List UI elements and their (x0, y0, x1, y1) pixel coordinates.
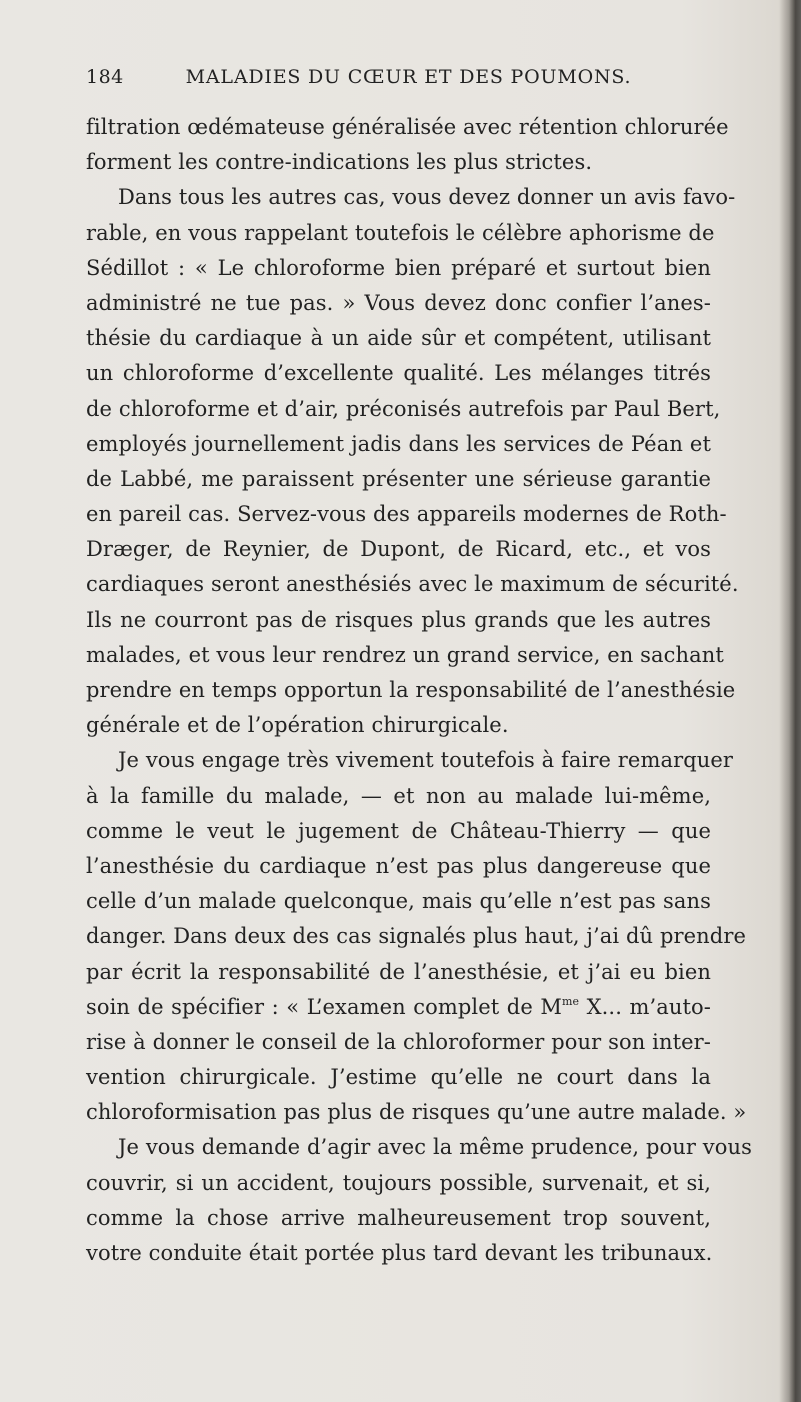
page-number: 184 (86, 66, 124, 88)
running-header (86, 66, 711, 96)
text-line: à la famille du malade, — et non au malade lui-même, (86, 783, 711, 808)
page-edge-shadow (779, 0, 801, 1402)
text-line: Sédillot : « Le chloroforme bien préparé et surtout bien (86, 255, 711, 280)
text-line: filtration œdémateuse généralisée avec rétention chlorurée (86, 115, 729, 139)
text-line: générale et de l’opération chirurgicale. (86, 713, 509, 738)
body-text (86, 110, 752, 1271)
text-line: malades, et vous leur rendrez un grand service, en sachant (86, 642, 724, 667)
running-title: MALADIES DU CŒUR ET DES POUMONS. (185, 66, 632, 88)
text-line: Je vous engage très vivement toutefois à faire remarquer (118, 748, 734, 773)
text-line: cardiaques seront anesthésiés avec le maximum de sécurité. (86, 572, 739, 597)
text-line: comme la chose arrive malheureusement trop souvent, (86, 1205, 711, 1230)
text-line: de chloroforme et d’air, préconisés autrefois par Paul Bert, (86, 396, 721, 421)
text-line: chloroformisation pas plus de risques qu’une autre malade. » (86, 1100, 747, 1125)
text-line: Dræger, de Reynier, de Dupont, de Ricard, etc., et vos (86, 537, 711, 562)
text-line: votre conduite était portée plus tard devant les tribunaux. (86, 1241, 713, 1265)
text-line: prendre en temps opportun la responsabilité de l’anesthésie (86, 678, 736, 702)
text-line-with-superscript (86, 990, 711, 1025)
text-line: Dans tous les autres cas, vous devez donner un avis favo- (118, 185, 736, 210)
text-line: Je vous demande d’agir avec la même prudence, pour vous (118, 1135, 752, 1160)
text-line: administré ne tue pas. » Vous devez donc confier l’anes- (86, 290, 711, 315)
text-line: thésie du cardiaque à un aide sûr et compétent, utilisant (86, 326, 711, 351)
text-line: celle d’un malade quelconque, mais qu’elle n’est pas sans (86, 889, 711, 914)
text-line: vention chirurgicale. J’estime qu’elle ne court dans la (86, 1065, 711, 1090)
text-line: en pareil cas. Servez-vous des appareils modernes de Roth- (86, 502, 727, 527)
text-line: comme le veut le jugement de Château-Thierry — que (86, 818, 711, 843)
text-line: Ils ne courront pas de risques plus grands que les autres (86, 607, 711, 632)
text-line: employés journellement jadis dans les services de Péan et (86, 431, 711, 456)
text-line: un chloroforme d’excellente qualité. Les mélanges titrés (86, 361, 711, 386)
text-fragment: X... m’auto- (579, 994, 711, 1019)
text-line: rise à donner le conseil de la chloroformer pour son inter- (86, 1029, 711, 1054)
text-line: rable, en vous rappelant toutefois le célèbre aphorisme de (86, 220, 715, 245)
text-line: danger. Dans deux des cas signalés plus haut, j’ai dû prendre (86, 924, 747, 949)
text-fragment: soin de spécifier : « L’examen complet de M (86, 994, 562, 1019)
text-line: de Labbé, me paraissent présenter une sérieuse garantie (86, 466, 711, 491)
superscript-me: me (561, 994, 580, 1008)
text-line: forment les contre-indications les plus strictes. (86, 150, 593, 175)
text-line: l’anesthésie du cardiaque n’est pas plus dangereuse que (86, 853, 711, 878)
text-line: couvrir, si un accident, toujours possible, survenait, et si, (86, 1170, 711, 1195)
text-line: par écrit la responsabilité de l’anesthésie, et j’ai eu bien (86, 959, 711, 984)
